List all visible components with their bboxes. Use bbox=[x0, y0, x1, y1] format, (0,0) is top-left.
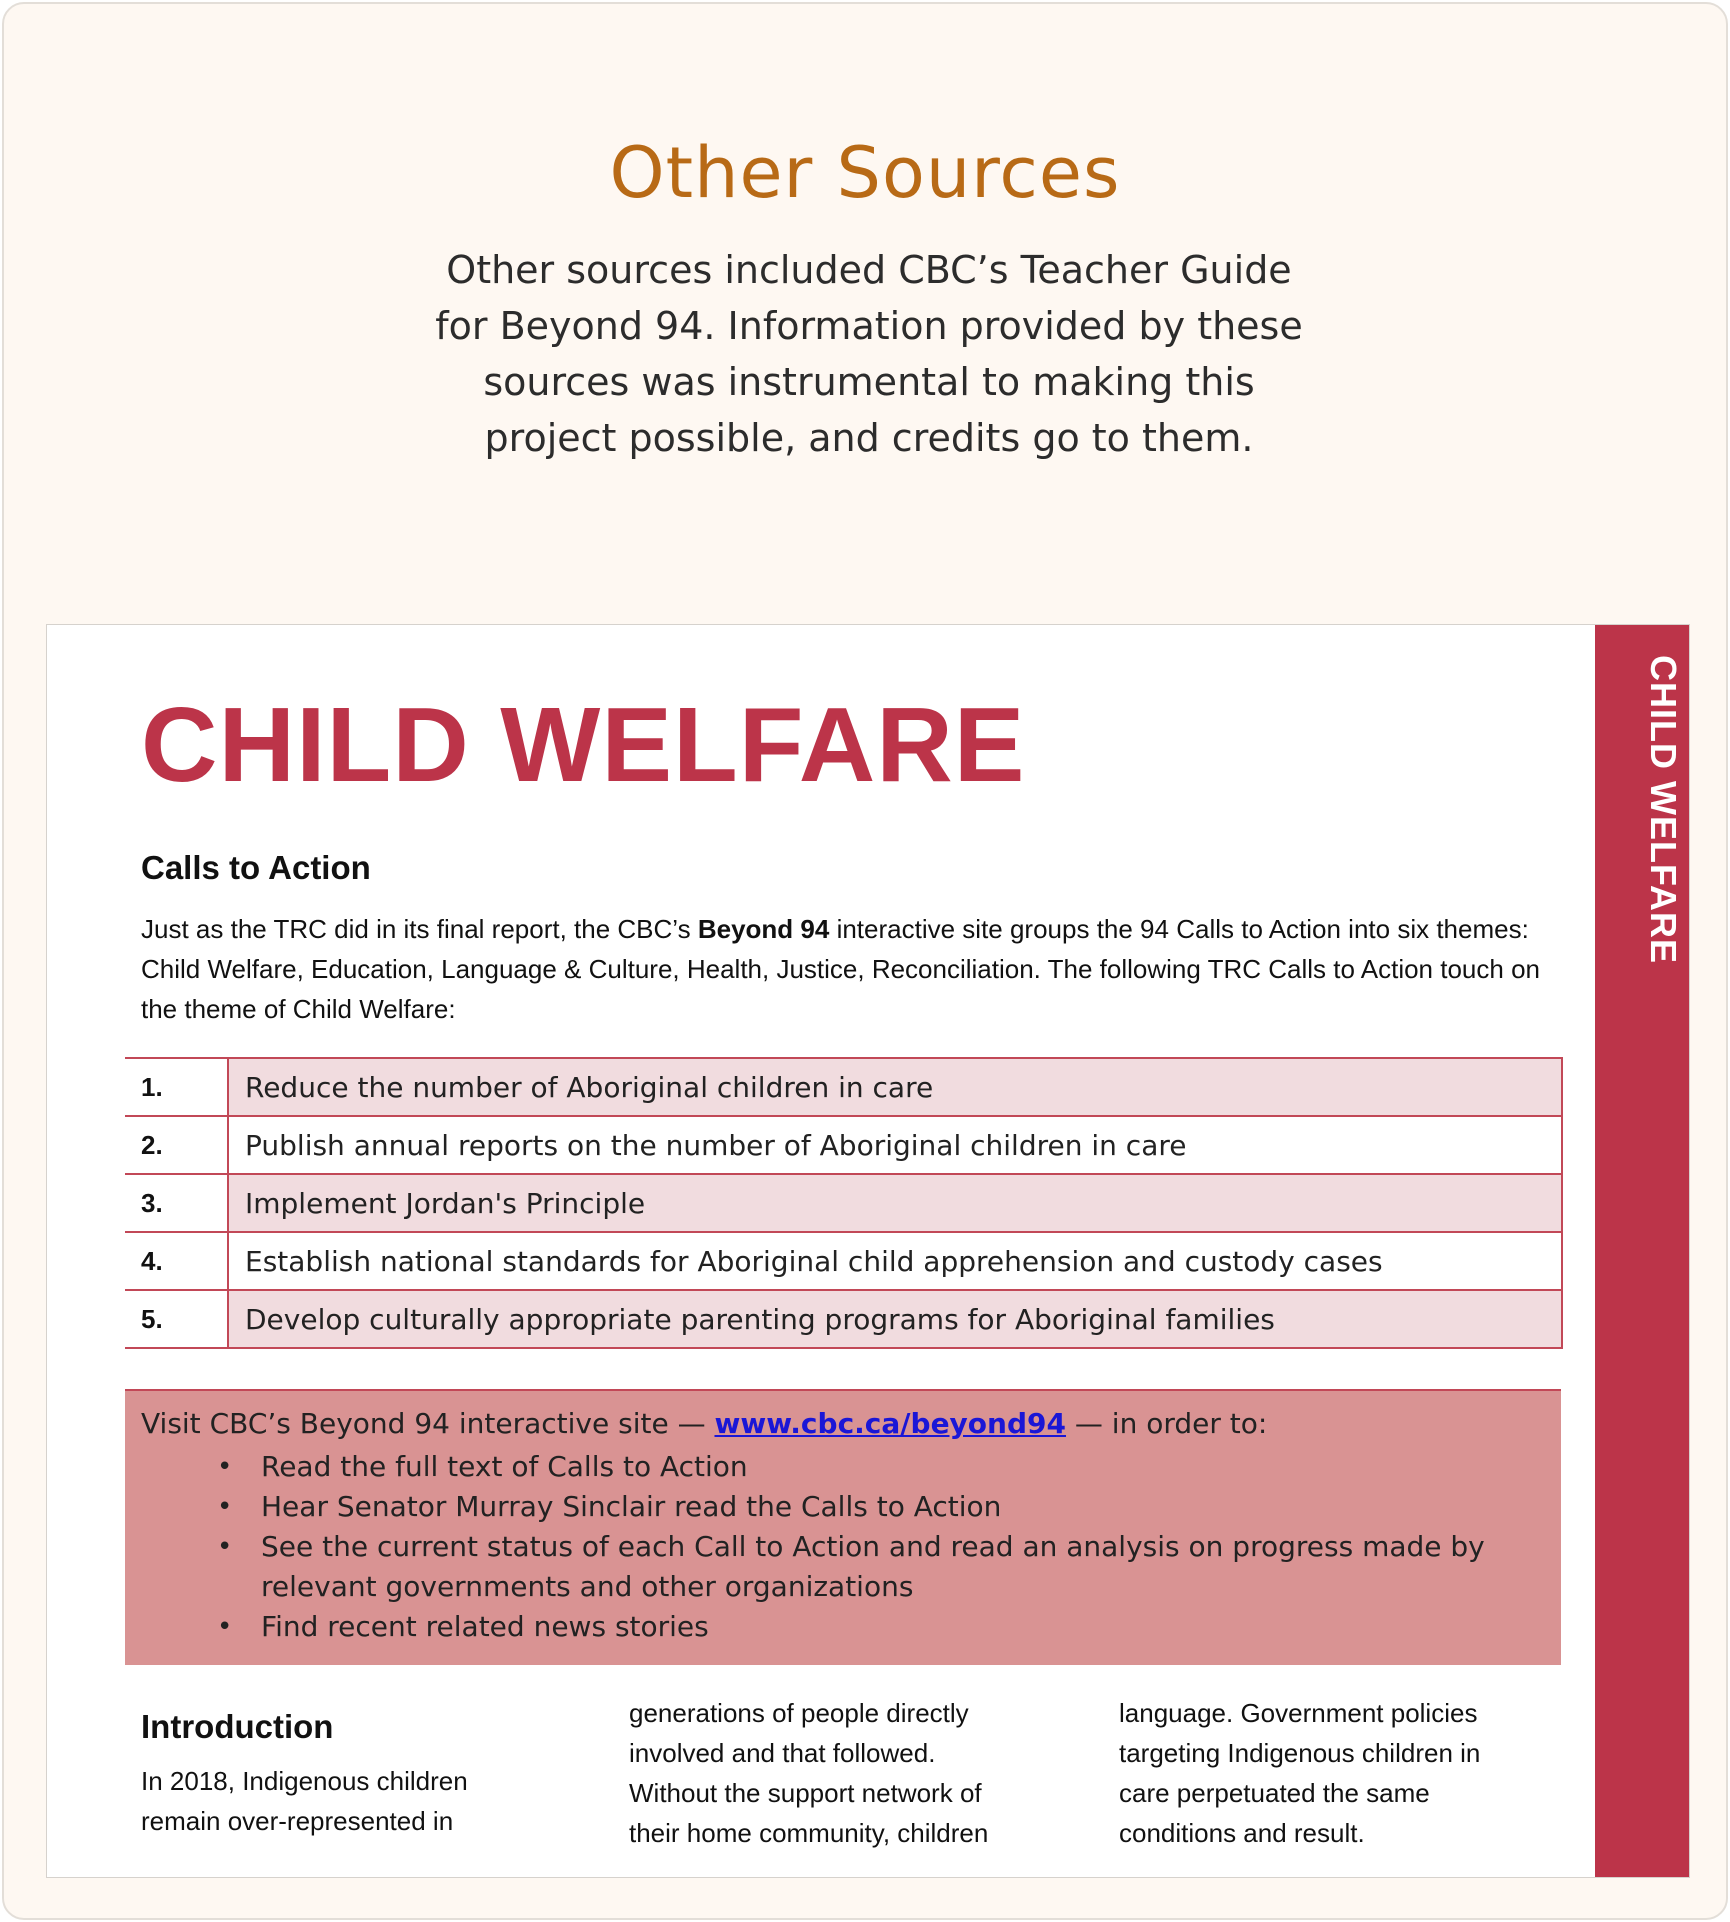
call-number: 3. bbox=[125, 1174, 228, 1232]
column-line: language. Government policies bbox=[1119, 1698, 1478, 1728]
call-number: 1. bbox=[125, 1058, 228, 1116]
visit-prefix: Visit CBC’s Beyond 94 interactive site — bbox=[141, 1407, 715, 1440]
visit-list bbox=[141, 1447, 1545, 1647]
call-text: Reduce the number of Aboriginal children in care bbox=[228, 1058, 1562, 1116]
column-3 bbox=[1119, 1693, 1519, 1853]
list-item: • Find recent related news stories bbox=[261, 1607, 1545, 1647]
document-title: CHILD WELFARE bbox=[141, 686, 1026, 804]
intro-bold: Beyond 94 bbox=[697, 914, 830, 944]
column-line: their home community, children bbox=[629, 1818, 989, 1848]
intro-text: Just as the TRC did in its final report, the CBC’s bbox=[141, 914, 698, 944]
column-line: targeting Indigenous children in bbox=[1119, 1738, 1481, 1768]
column-line: involved and that followed. bbox=[629, 1738, 936, 1768]
column-line: generations of people directly bbox=[629, 1698, 969, 1728]
intro-paragraph bbox=[141, 909, 1581, 1029]
intro-text: interactive site groups the 94 Calls to Action into six themes: Child Welfare, Education, Language & Culture, Health, Justice, Reconciliation. The following TRC Calls to Action touch on the theme of Child Welfare: bbox=[141, 914, 1540, 1024]
teacher-guide-page-image bbox=[46, 624, 1690, 1878]
call-text: Implement Jordan's Principle bbox=[228, 1174, 1562, 1232]
list-item: • Hear Senator Murray Sinclair read the Calls to Action bbox=[261, 1487, 1545, 1527]
table-row bbox=[125, 1116, 1562, 1174]
calls-to-action-table bbox=[125, 1057, 1563, 1349]
description-line: sources was instrumental to making this bbox=[483, 360, 1255, 404]
section-description bbox=[424, 242, 1314, 466]
column-line: care perpetuated the same bbox=[1119, 1778, 1430, 1808]
list-item: • Read the full text of Calls to Action bbox=[261, 1447, 1545, 1487]
call-number: 4. bbox=[125, 1232, 228, 1290]
call-number: 5. bbox=[125, 1290, 228, 1348]
call-text: Publish annual reports on the number of Aboriginal children in care bbox=[228, 1116, 1562, 1174]
description-line: project possible, and credits go to them. bbox=[484, 416, 1254, 460]
column-line: In 2018, Indigenous children bbox=[141, 1766, 468, 1796]
call-number: 2. bbox=[125, 1116, 228, 1174]
beyond94-link[interactable]: www.cbc.ca/beyond94 bbox=[714, 1407, 1066, 1440]
table-row bbox=[125, 1290, 1562, 1348]
list-item: • See the current status of each Call to Action and read an analysis on progress made by relevant governments and other organizations bbox=[261, 1527, 1545, 1607]
calls-to-action-heading: Calls to Action bbox=[141, 849, 371, 886]
side-label: CHILD WELFARE bbox=[1643, 655, 1684, 964]
call-text: Establish national standards for Aboriginal child apprehension and custody cases bbox=[228, 1232, 1562, 1290]
other-sources-card bbox=[2, 2, 1728, 1920]
column-2 bbox=[629, 1693, 1029, 1853]
column-line: Without the support network of bbox=[629, 1778, 982, 1808]
column-1 bbox=[141, 1695, 541, 1841]
table-row bbox=[125, 1232, 1562, 1290]
description-line: for Beyond 94. Information provided by these bbox=[435, 304, 1303, 348]
column-line: remain over-represented in bbox=[141, 1806, 454, 1836]
table-row bbox=[125, 1058, 1562, 1116]
introduction-heading: Introduction bbox=[141, 1708, 334, 1745]
section-title: Other Sources bbox=[609, 132, 1121, 214]
description-line: Other sources included CBC’s Teacher Guide bbox=[446, 248, 1292, 292]
visit-callout-box bbox=[125, 1389, 1561, 1665]
side-band bbox=[1595, 625, 1689, 1877]
visit-intro bbox=[141, 1401, 1545, 1447]
visit-suffix: — in order to: bbox=[1066, 1407, 1268, 1440]
call-text: Develop culturally appropriate parenting programs for Aboriginal families bbox=[228, 1290, 1562, 1348]
table-row bbox=[125, 1174, 1562, 1232]
column-line: conditions and result. bbox=[1119, 1818, 1365, 1848]
